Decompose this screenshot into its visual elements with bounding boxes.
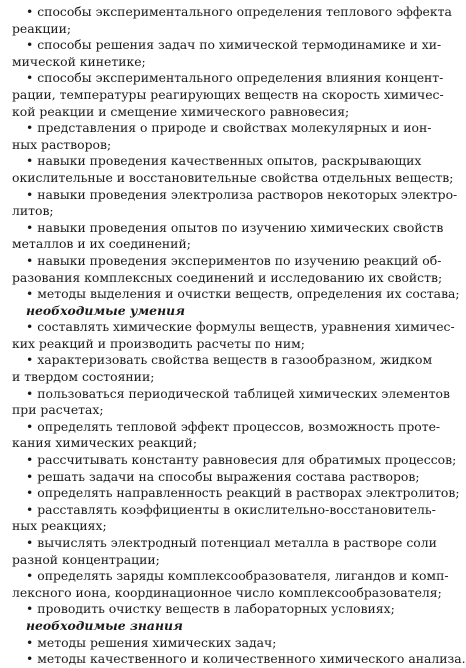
list-item-line: • определять тепловой эффект процессов, возможность проте- <box>26 418 441 434</box>
list-item-continuation: мической кинетике; <box>12 53 146 69</box>
list-item-line: • составлять химические формулы веществ, уравнения химичес- <box>26 319 455 335</box>
list-item-line: • определять заряды комплексообразователя, лигандов и комп- <box>26 568 449 584</box>
list-item-continuation: лексного иона, координационное число комплексообразователя; <box>12 584 442 600</box>
list-item-line: • навыки проведения экспериментов по изучению реакций об- <box>26 252 442 268</box>
list-item-continuation: и твердом состоянии; <box>12 369 155 385</box>
list-item-continuation: ных растворов; <box>12 136 112 152</box>
list-item-line: • навыки проведения качественных опытов, раскрывающих <box>26 153 422 169</box>
list-item-continuation: кой реакции и смещение химического равновесия; <box>12 103 350 119</box>
list-item-continuation: при расчетах; <box>12 402 104 418</box>
list-item-line: • характеризовать свойства веществ в газообразном, жидком <box>26 352 433 368</box>
list-item-line: • расставлять коэффициенты в окислительно-восстановитель- <box>26 501 436 517</box>
list-item-line: • определять направленность реакций в растворах электролитов; <box>26 485 460 501</box>
list-item-line: • проводить очистку веществ в лабораторных условиях; <box>26 601 395 617</box>
list-item-line: • способы экспериментального определения влияния концент- <box>26 70 444 86</box>
list-item-continuation: разования комплексных соединений и исследованию их свойств; <box>12 269 443 285</box>
list-item-continuation: металлов и их соединений; <box>12 236 191 252</box>
list-item-line: • методы решения химических задач; <box>26 634 277 650</box>
list-item-line: • представления о природе и свойствах молекулярных и ион- <box>26 120 432 136</box>
list-item-line: • рассчитывать константу равновесия для обратимых процессов; <box>26 452 457 468</box>
list-item-line: • способы экспериментального определения теплового эффекта <box>26 4 452 19</box>
list-item-line: • вычислять электродный потенциал металла в растворе соли <box>26 535 437 550</box>
list-item-continuation: реакции; <box>12 20 72 36</box>
list-item-continuation: литов; <box>12 203 54 219</box>
list-item-continuation: окислительные и восстановительные свойства отдельных веществ; <box>12 169 454 185</box>
list-item-continuation: рации, температуры реагирующих веществ на скорость химичес- <box>12 86 444 102</box>
list-item-continuation: разной концентрации; <box>12 551 160 567</box>
list-item-line: • решать задачи на способы выражения состава растворов; <box>26 468 420 484</box>
list-item-line: • навыки проведения электролиза растворов некоторых электро- <box>26 186 458 202</box>
list-item-continuation: кания химических реакций; <box>12 435 197 451</box>
section-heading: необходимые умения <box>26 302 185 318</box>
section-heading: необходимые знания <box>26 617 183 633</box>
list-item-line: • методы качественного и количественного химического анализа. <box>26 651 466 667</box>
list-item-continuation: ных реакциях; <box>12 518 107 534</box>
list-item-line: • способы решения задач по химической термодинамике и хи- <box>26 37 442 53</box>
list-item-line: • методы выделения и очистки веществ, определения их состава; <box>26 286 460 302</box>
list-item-line: • пользоваться периодической таблицей химических элементов <box>26 385 450 401</box>
list-item-line: • навыки проведения опытов по изучению химических свойств <box>26 219 444 235</box>
list-item-continuation: ких реакций и производить расчеты по ним; <box>12 335 305 351</box>
